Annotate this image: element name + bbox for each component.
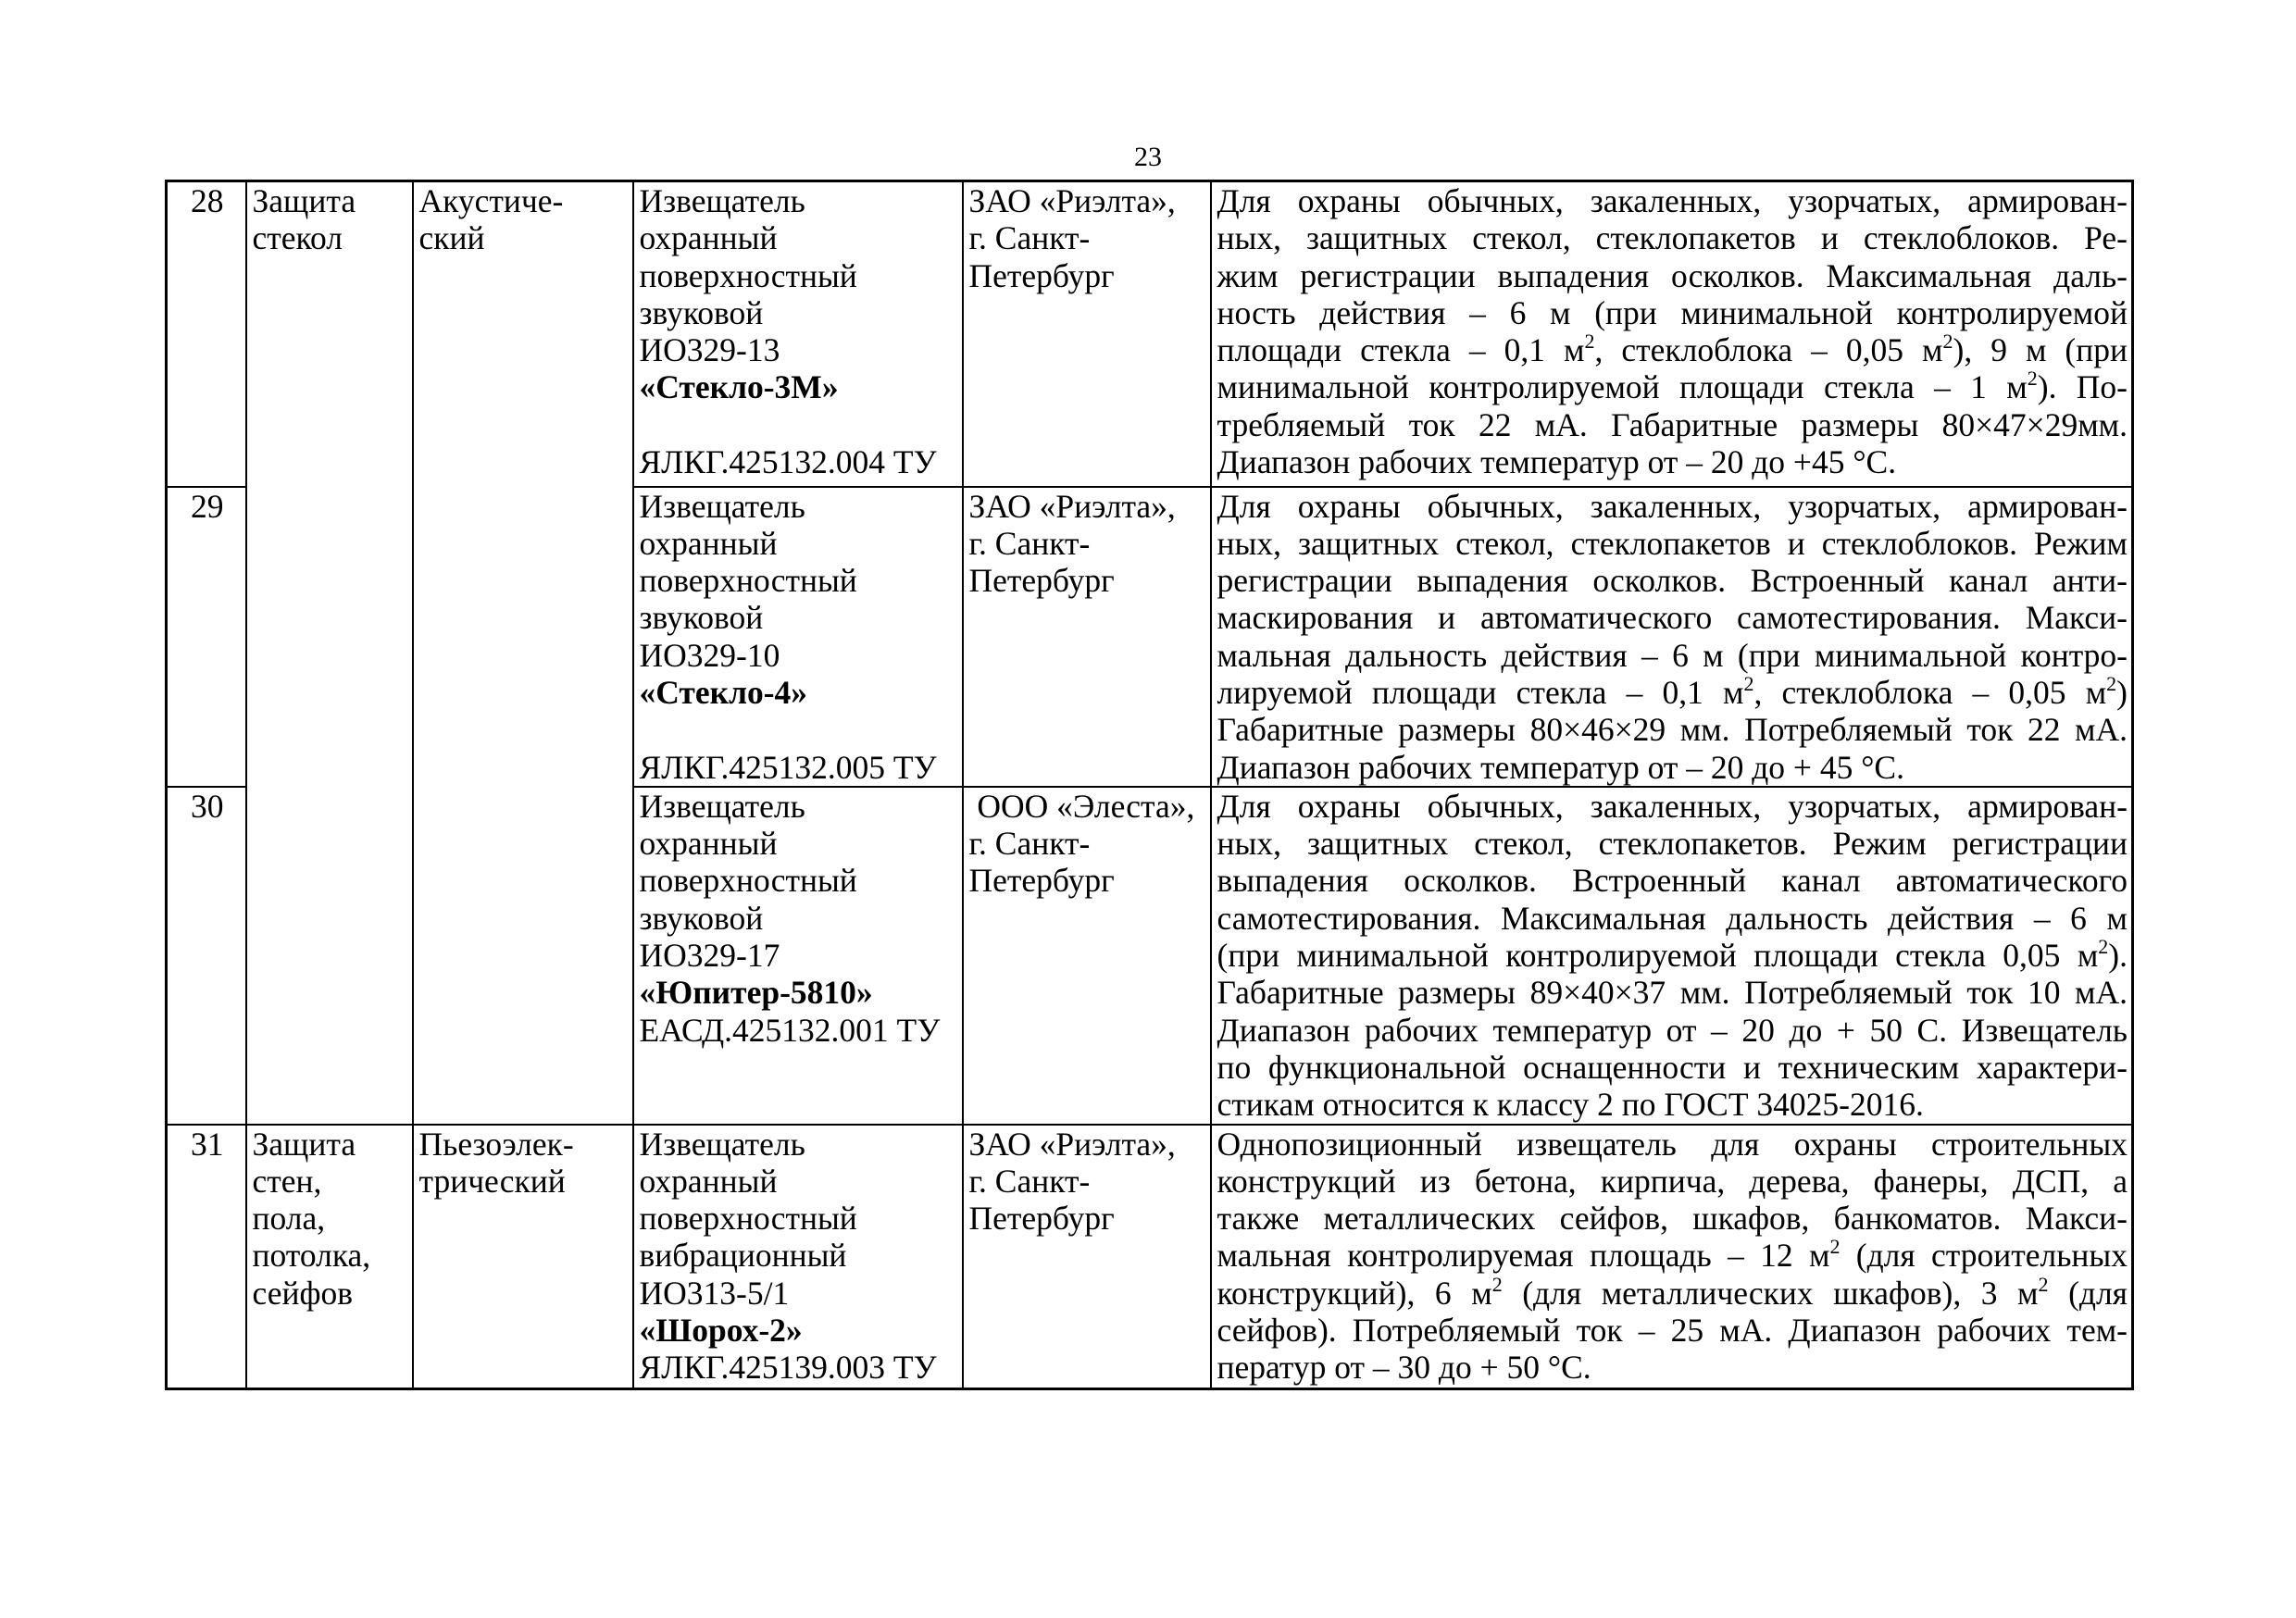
description-line: конструкций из бетона, кирпича, дерева, фанеры, ДСП, а (1217, 1162, 2128, 1200)
row-number: 31 (167, 1125, 246, 1389)
description-line: самотестирования. Максимальная дальность действия – 6 м (1217, 899, 2128, 937)
device-line: звуковой (639, 293, 764, 331)
device-line: ИО313-5/1 (639, 1274, 790, 1312)
device-line: охранный (639, 524, 778, 562)
device-model: «Юпитер-5810» (639, 974, 873, 1012)
description-line: Для охраны обычных, закаленных, узорчатых, армирован- (1217, 182, 2128, 219)
detection-principle-line: Акустиче- (418, 182, 564, 219)
detection-principle-line: трический (418, 1162, 566, 1200)
device-line: ИО329-17 (639, 937, 780, 975)
device-spec-code: ЯЛКГ.425139.003 ТУ (639, 1349, 937, 1387)
device-cell (633, 1125, 963, 1389)
description-line: мальная дальность действия – 6 м (при минимальной контро- (1217, 636, 2128, 674)
description-line: Диапазон рабочих температур от – 20 до + 45 °С. (1217, 748, 1904, 786)
description-line: стикам относится к классу 2 по ГОСТ 34025-2016. (1217, 1086, 1924, 1124)
description-cell (1211, 181, 2133, 487)
device-line: звуковой (639, 599, 764, 637)
description-line: Однопозиционный извещатель для охраны строительных (1217, 1125, 2128, 1163)
description-line: конструкций), 6 $м^2$ (для металлических шкафов), 3 $м^2$ (для (1217, 1272, 2128, 1312)
device-model: «Стекло-3М» (639, 368, 839, 406)
description-line: ных, защитных стекол, стеклопакетов и стеклоблоков. Режим (1217, 524, 2128, 562)
detection-principle-line: Пьезоэлек- (418, 1125, 574, 1163)
detection-principle-line: ский (418, 219, 485, 257)
device-cell (633, 487, 963, 787)
device-line: ИО329-10 (639, 636, 780, 674)
manufacturer-line: г. Санкт- (968, 219, 1091, 257)
manufacturer-cell (963, 487, 1211, 787)
device-line: вибрационный (639, 1237, 847, 1275)
row-number: 28 (167, 181, 246, 487)
protected-object-line: Защита (252, 1125, 356, 1163)
manufacturer-line: Петербург (968, 256, 1115, 294)
description-line: по функциональной оснащенности и техническим характери- (1217, 1048, 2128, 1086)
description-line: ператур от – 30 до + 50 °С. (1217, 1349, 1591, 1387)
protected-object-line: стен, (252, 1162, 322, 1200)
row-number: 29 (167, 487, 246, 787)
description-cell (1211, 1125, 2133, 1389)
device-line: охранный (639, 219, 778, 257)
protected-object-line: Защита (252, 182, 356, 219)
description-line: Габаритные размеры 89×40×37 мм. Потребляемый ток 10 мА. (1217, 974, 2128, 1012)
device-model: «Шорох-2» (639, 1312, 803, 1350)
row-number: 30 (167, 787, 246, 1125)
description-line: ность действия – 6 м (при минимальной контролируемой (1217, 293, 2128, 331)
manufacturer-line: Петербург (968, 1200, 1115, 1238)
manufacturer-line: ЗАО «Риэлта», (968, 487, 1176, 525)
detection-principle-cell (413, 1125, 633, 1389)
manufacturer-line: г. Санкт- (968, 1162, 1091, 1200)
description-line: сейфов). Потребляемый ток – 25 мА. Диапазон рабочих тем- (1217, 1312, 2128, 1350)
description-line: Для охраны обычных, закаленных, узорчатых, армирован- (1217, 787, 2128, 825)
manufacturer-line: ООО «Элеста», (968, 787, 1195, 825)
description-line: выпадения осколков. Встроенный канал автоматического (1217, 862, 2128, 900)
device-cell (633, 181, 963, 487)
detection-principle-cell (413, 181, 633, 1125)
device-line: поверхностный (639, 862, 857, 900)
manufacturer-line: ЗАО «Риэлта», (968, 1125, 1176, 1163)
description-line: Для охраны обычных, закаленных, узорчатых, армирован- (1217, 487, 2128, 525)
description-line: маскирования и автоматического самотестирования. Макси- (1217, 599, 2128, 637)
protected-object-cell (246, 1125, 413, 1389)
manufacturer-line: г. Санкт- (968, 825, 1091, 863)
manufacturer-line: Петербург (968, 862, 1115, 900)
device-line: охранный (639, 1162, 778, 1200)
device-line: поверхностный (639, 562, 857, 600)
device-line: ИО329-13 (639, 331, 780, 369)
description-line: Диапазон рабочих температур от – 20 до +45 °С. (1217, 443, 1897, 481)
description-cell (1211, 787, 2133, 1125)
description-line: жим регистрации выпадения осколков. Максимальная даль- (1217, 256, 2128, 294)
device-line: Извещатель (639, 487, 805, 525)
device-line: охранный (639, 825, 778, 863)
manufacturer-cell (963, 1125, 1211, 1389)
manufacturer-line: ЗАО «Риэлта», (968, 182, 1176, 219)
device-spec-code: ЕАСД.425132.001 ТУ (639, 1011, 941, 1049)
device-spec-code: ЯЛКГ.425132.005 ТУ (639, 748, 937, 786)
description-line: лируемой площади стекла – 0,1 $м^2$, стеклоблока – 0,05 $м^2$) (1217, 671, 2128, 711)
device-cell (633, 787, 963, 1125)
device-line: поверхностный (639, 1200, 857, 1238)
protected-object-line: потолка, (252, 1237, 371, 1275)
protected-object-line: пола, (252, 1200, 326, 1238)
equipment-table (165, 180, 2134, 1390)
device-line: Извещатель (639, 1125, 805, 1163)
description-line: ных, защитных стекол, стеклопакетов и стеклоблоков. Ре- (1217, 219, 2128, 257)
description-line: Габаритные размеры 80×46×29 мм. Потребляемый ток 22 мА. (1217, 711, 2128, 749)
description-line: ных, защитных стекол, стеклопакетов. Режим регистрации (1217, 825, 2128, 863)
device-line: Извещатель (639, 182, 805, 219)
manufacturer-line: г. Санкт- (968, 524, 1091, 562)
description-line: (при минимальной контролируемой площади стекла 0,05 $м^2$). (1217, 935, 2128, 975)
manufacturer-cell (963, 181, 1211, 487)
protected-object-cell (246, 181, 413, 1125)
device-spec-code: ЯЛКГ.425132.004 ТУ (639, 443, 937, 481)
description-line: мальная контролируемая площадь – 12 $м^2$ (для строительных (1217, 1235, 2128, 1275)
description-line: регистрации выпадения осколков. Встроенный канал анти- (1217, 562, 2128, 600)
description-line: минимальной контролируемой площади стекла – 1 $м^2$). По- (1217, 367, 2128, 406)
manufacturer-line: Петербург (968, 562, 1115, 600)
description-line: также металлических сейфов, шкафов, банкоматов. Макси- (1217, 1200, 2128, 1238)
table-row (167, 181, 2133, 487)
description-cell (1211, 487, 2133, 787)
device-line: звуковой (639, 899, 764, 937)
protected-object-line: стекол (252, 219, 343, 257)
device-line: поверхностный (639, 256, 857, 294)
description-line: требляемый ток 22 мА. Габаритные размеры 80×47×29мм. (1217, 405, 2128, 443)
page-number: 23 (1134, 142, 1162, 172)
description-line: площади стекла – 0,1 $м^2$, стеклоблока – 0,05 $м^2$), 9 м (при (1217, 330, 2128, 369)
device-model: «Стекло-4» (639, 673, 808, 711)
manufacturer-cell (963, 787, 1211, 1125)
table-row (167, 1125, 2133, 1389)
description-line: Диапазон рабочих температур от – 20 до + 50 С. Извещатель (1217, 1011, 2128, 1049)
device-line: Извещатель (639, 787, 805, 825)
protected-object-line: сейфов (252, 1274, 353, 1312)
